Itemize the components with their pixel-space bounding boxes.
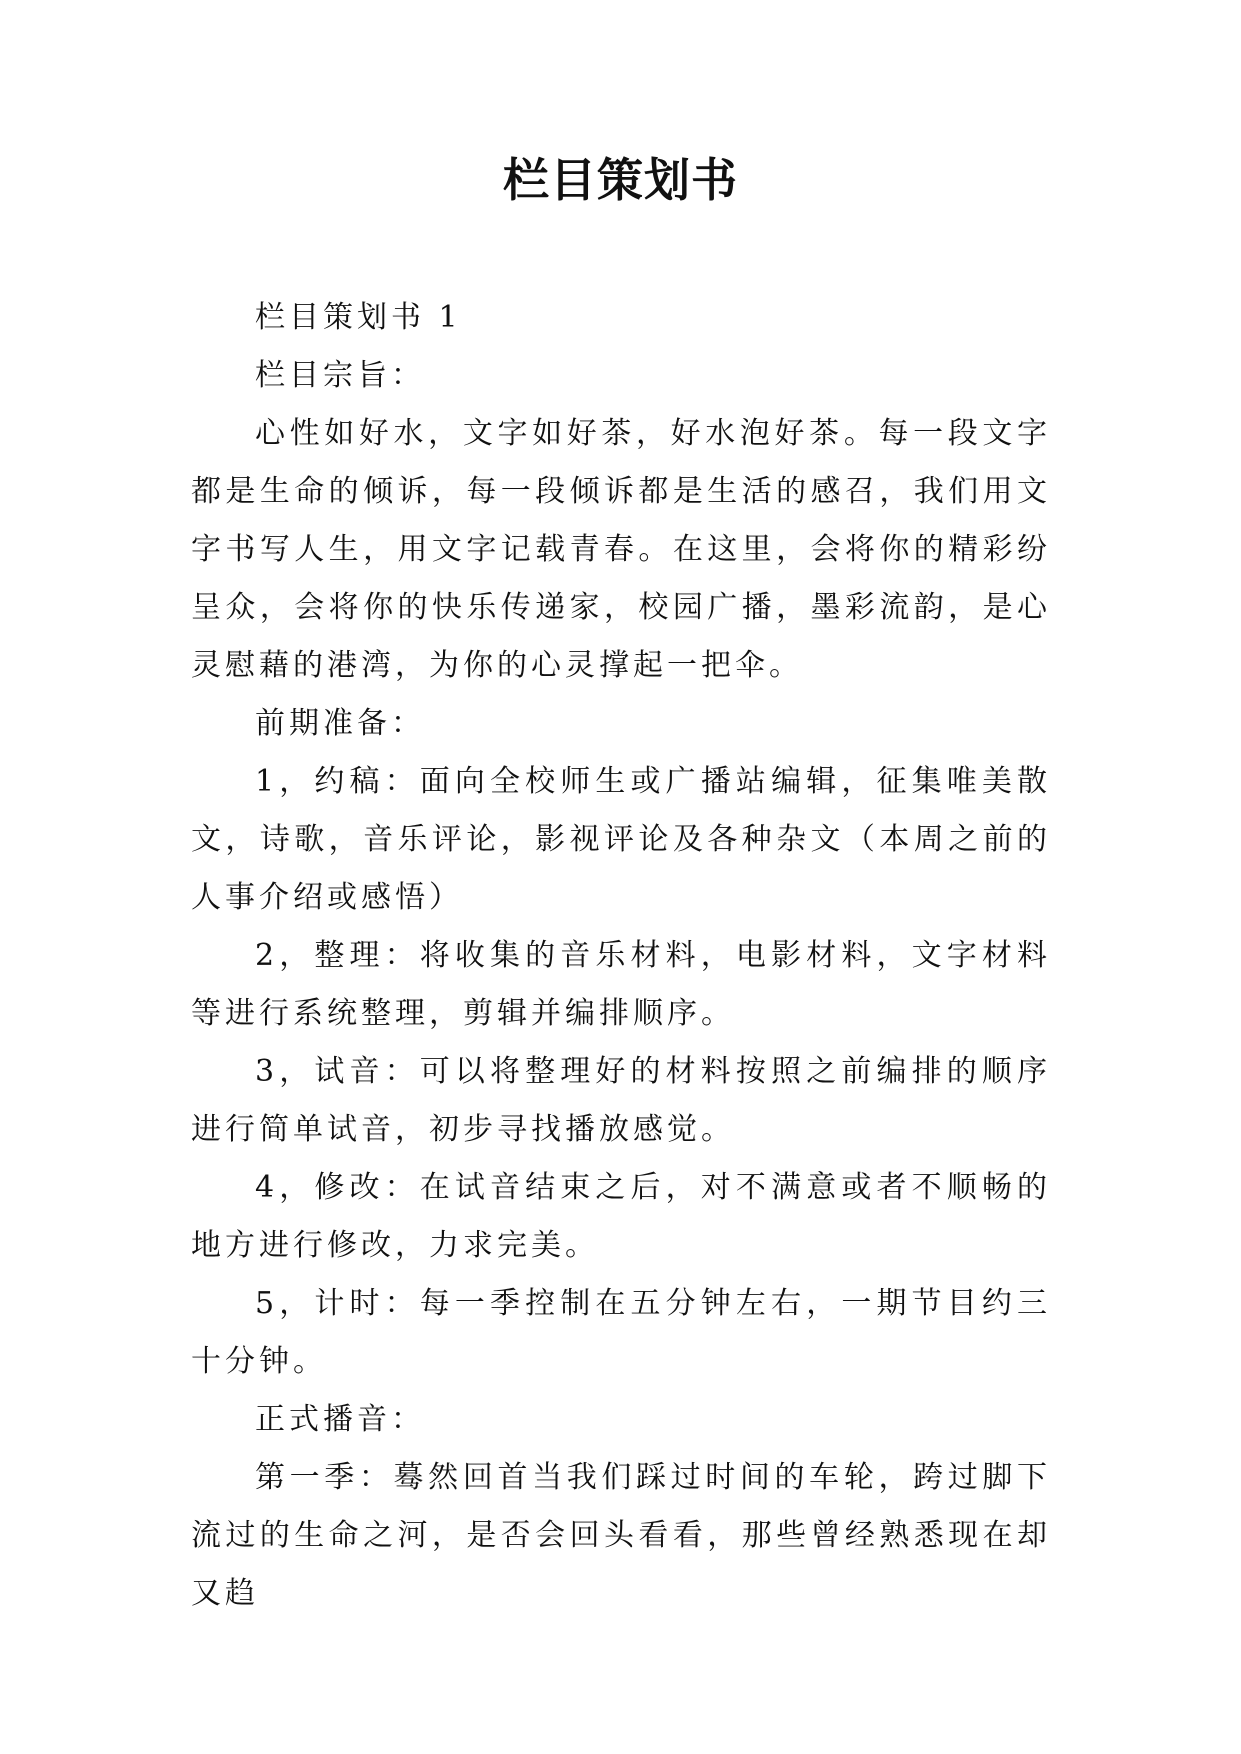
document-title: 栏目策划书 (503, 153, 738, 207)
body-paragraph: 心性如好水，文字如好茶，好水泡好茶。每一段文字都是生命的倾诉，每一段倾诉都是生活的感召，我们用文字书写人生，用文字记载青春。在这里，会将你的精彩纷呈众，会将你的快乐传递家，校园广播，墨彩流韵，是心灵慰藉的港湾，为你的心灵撑起一把伞。 (191, 416, 1051, 683)
section-heading: 前期准备： (255, 706, 425, 741)
section-heading: 栏目宗旨： (255, 358, 425, 393)
section-heading: 正式播音： (255, 1402, 425, 1437)
body-paragraph: 第一季：蓦然回首当我们踩过时间的车轮，跨过脚下流过的生命之河，是否会回头看看，那些曾经熟悉现在却又趋 (191, 1460, 1051, 1611)
list-item: 5，计时：每一季控制在五分钟左右，一期节目约三十分钟。 (191, 1286, 1051, 1379)
document-body (191, 289, 1051, 1623)
list-item: 3，试音：可以将整理好的材料按照之前编排的顺序进行简单试音，初步寻找播放感觉。 (191, 1054, 1051, 1147)
list-item: 1，约稿：面向全校师生或广播站编辑，征集唯美散文，诗歌，音乐评论，影视评论及各种杂文（本周之前的人事介绍或感悟） (191, 764, 1051, 915)
section-heading: 栏目策划书 1 (255, 300, 462, 335)
list-item: 4，修改：在试音结束之后，对不满意或者不顺畅的地方进行修改，力求完美。 (191, 1170, 1051, 1263)
list-item: 2，整理：将收集的音乐材料，电影材料，文字材料等进行系统整理，剪辑并编排顺序。 (191, 938, 1051, 1031)
